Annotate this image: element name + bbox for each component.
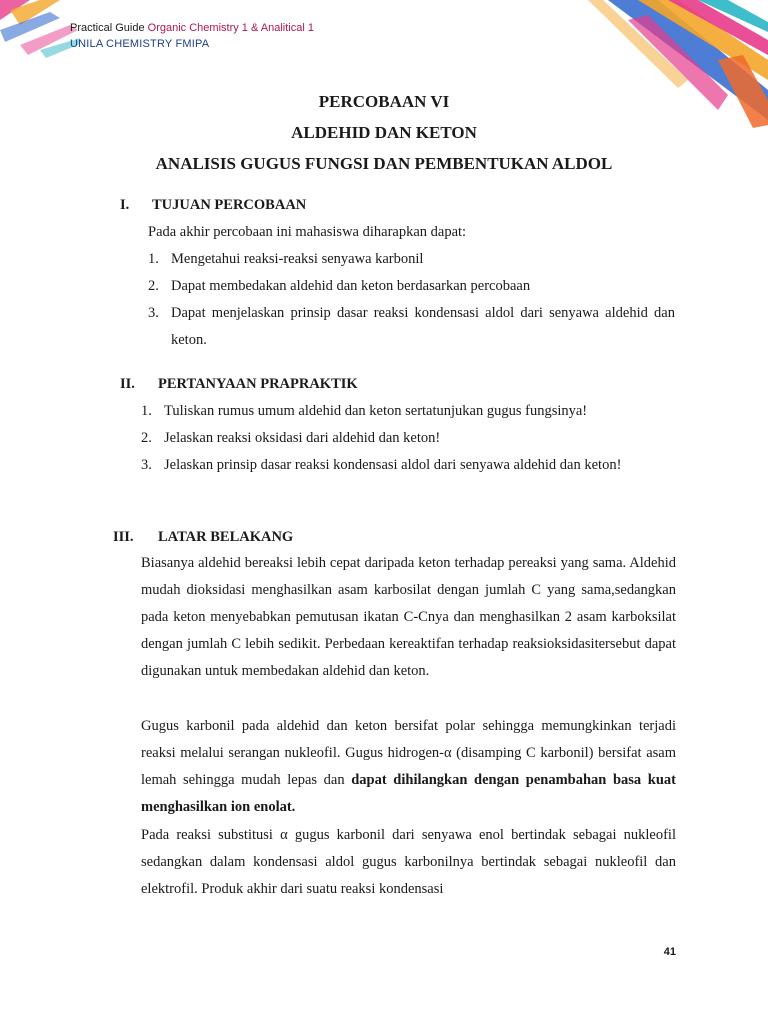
list-text: Dapat membedakan aldehid dan keton berdasarkan percobaan	[171, 278, 531, 294]
institution-name: UNILA CHEMISTRY FMIPA	[70, 38, 210, 50]
list-item	[141, 425, 675, 452]
section-3-number: III.	[113, 529, 134, 545]
section-2-heading: PERTANYAAN PRAPRAKTIK	[158, 376, 358, 392]
list-item	[148, 300, 675, 354]
list-number: 1.	[148, 251, 159, 267]
title-line-1: PERCOBAAN VI	[318, 92, 450, 111]
title-line-2: ALDEHID DAN KETON	[291, 123, 477, 142]
section-1-heading: TUJUAN PERCOBAAN	[152, 197, 307, 213]
running-header-title	[70, 22, 314, 34]
list-text: Dapat menjelaskan prinsip dasar reaksi kondensasi aldol dari senyawa aldehid dan keton.	[171, 305, 675, 348]
header-decoration-left	[0, 0, 80, 60]
section-1-number: I.	[120, 197, 130, 213]
paragraph-text: Gugus karbonil pada aldehid dan keton bersifat polar sehingga memungkinkan terjadi reaksi melalui serangan nukleofil. Gugus hidrogen-α (disamping C karbonil) bersifat asam lemah sehingga mudah lepas dan	[141, 718, 676, 788]
background-paragraph-1: Biasanya aldehid bereaksi lebih cepat daripada keton terhadap pereaksi yang sama. Aldehid mudah dioksidasi menghasilkan asam karbosilat dengan jumlah C yang sama,sedangkan pada keton menyebabkan pemutusan ikatan C-Cnya dan menghasilkan 2 asam karboksilat dengan jumlah C lebih sedikit. Perbedaan kereaktifan terhadap reaksioksidasitersebut dapat digunakan untuk membedakan aldehid dan keton.	[141, 555, 676, 679]
background-paragraph-3: Pada reaksi substitusi α gugus karbonil dari senyawa enol bertindak sebagai nukleofil sedangkan dalam kondensasi aldol gugus karbonilnya bertindak sebagai nukleofil dan elektrofil. Produk akhir dari suatu reaksi kondensasi	[141, 827, 676, 897]
list-text: Tuliskan rumus umum aldehid dan keton sertatunjukan gugus fungsinya!	[164, 403, 588, 419]
course-name: Organic Chemistry 1 & Analitical 1	[147, 22, 314, 34]
page-number: 41	[663, 946, 676, 958]
list-item	[141, 452, 663, 479]
list-item	[141, 398, 675, 425]
background-paragraph-2	[141, 713, 676, 821]
list-number: 2.	[148, 278, 159, 294]
list-text: Jelaskan reaksi oksidasi dari aldehid dan keton!	[164, 430, 441, 446]
list-number: 1.	[141, 403, 152, 419]
list-item	[148, 246, 675, 273]
guide-label: Practical Guide	[70, 22, 145, 34]
list-number: 2.	[141, 430, 152, 446]
paragraph-bold-text: dapat dihilangkan dengan penambahan basa kuat menghasilkan ion enolat.	[141, 772, 676, 815]
list-item	[148, 273, 675, 300]
section-3-heading: LATAR BELAKANG	[158, 529, 294, 545]
list-number: 3.	[141, 457, 152, 473]
list-text: Jelaskan prinsip dasar reaksi kondensasi aldol dari senyawa aldehid dan keton!	[164, 457, 622, 473]
title-line-3: ANALISIS GUGUS FUNGSI DAN PEMBENTUKAN ALDOL	[155, 154, 613, 173]
list-number: 3.	[148, 305, 159, 321]
list-text: Mengetahui reaksi-reaksi senyawa karbonil	[171, 251, 424, 267]
section-2-number: II.	[120, 376, 135, 392]
document-titles	[0, 86, 768, 179]
section-1-intro: Pada akhir percobaan ini mahasiswa diharapkan dapat:	[148, 224, 467, 240]
